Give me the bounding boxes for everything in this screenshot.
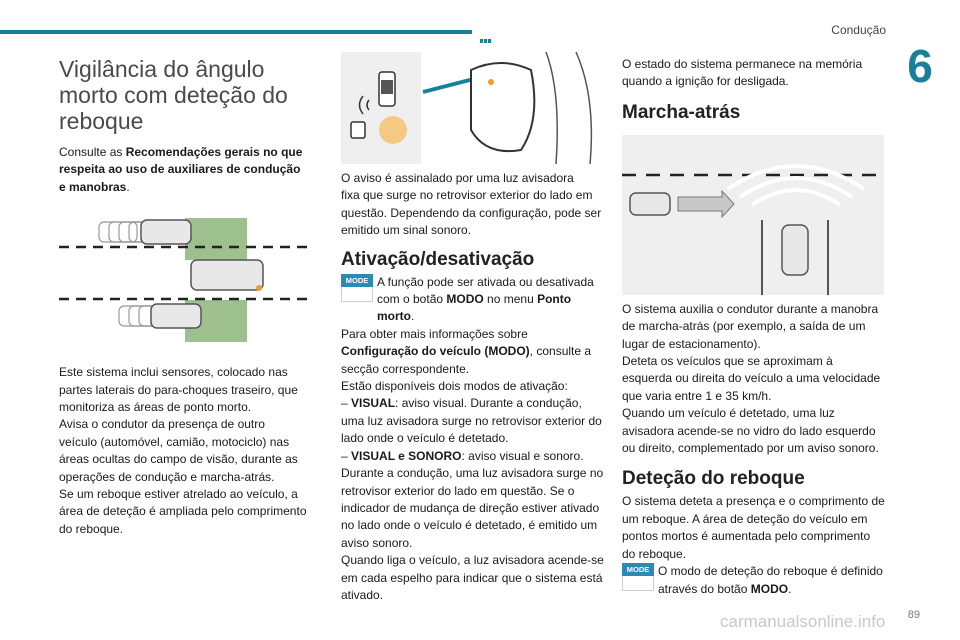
activation-end: . xyxy=(411,309,415,324)
mode-sonoro xyxy=(341,448,605,552)
heading-reverse: Marcha-atrás xyxy=(622,101,741,123)
body-line: área de deteção é ampliada pelo comprimento xyxy=(59,504,307,519)
body-line: partes laterais do para-choques traseiro, que xyxy=(59,382,298,397)
mode-visual xyxy=(341,395,605,447)
activation-bold-ponto: Ponto morto xyxy=(377,292,572,324)
trailer-text: O sistema deteta a presença e o comprimento de um reboque. A área de deteção do veículo em pontos mortos é aumentada pelo comprimento do reboque. xyxy=(622,494,885,561)
aviso-line: fixa que surge no retrovisor exterior do lado em xyxy=(341,188,593,203)
reverse-diagram xyxy=(622,135,884,295)
header-dots xyxy=(480,30,492,34)
body-line: Este sistema inclui sensores, colocado nas xyxy=(59,365,288,380)
trailer-mode-end: . xyxy=(788,581,792,596)
heading-trailer: Deteção do reboque xyxy=(622,468,805,490)
body-line: áreas ocultas do campo de visão, durante as xyxy=(59,452,298,467)
consult-bold: Recomendações gerais no que respeita ao uso de auxiliares de condução e manobras xyxy=(59,145,303,194)
sonoro-bold: VISUAL e SONORO xyxy=(351,448,462,463)
body-line: Avisa o condutor da presença de outro xyxy=(59,417,265,432)
trailer-mode-pre: O modo de deteção do reboque é definido através do botão xyxy=(658,564,883,596)
watermark: carmanualsonline.info xyxy=(720,612,886,631)
activation-pre: A função pode ser ativada ou desativada com o botão xyxy=(377,274,594,307)
body-line: do reboque. xyxy=(59,521,124,536)
mode-button-icon xyxy=(341,274,373,302)
mode-badge-label: MODE xyxy=(341,274,373,287)
column-3 xyxy=(622,56,886,598)
ignition-text: Quando liga o veículo, a luz avisadora acende-se em cada espelho para indicar que o sistema está ativado. xyxy=(341,553,604,602)
body-line: veículo (automóvel, camião, motociclo) nas xyxy=(59,434,290,449)
body-line: operações de condução e marcha-atrás. xyxy=(59,469,275,484)
reverse-text-3: Quando um veículo é detetado, uma luz avisadora acende-se no vidro do lado esquerdo ou direito, complementado por um aviso sonoro. xyxy=(622,406,879,456)
sonoro-text: : aviso visual e sonoro. Durante a condução, uma luz avisadora surge no retrovisor exterior do lado em questão. Se o indicador de mudança de direção estiver ativado no lado onde o veículo é detetado, é emitido um aviso sonoro. xyxy=(341,448,604,550)
reverse-text: O sistema auxilia o condutor durante a manobra de marcha-atrás (por exemplo, a saída de um lugar de estacionamento). xyxy=(622,301,879,351)
section-title: Condução xyxy=(831,23,886,37)
memory-text: O estado do sistema permanece na memória quando a ignição for desligada. xyxy=(622,57,863,89)
info-bold: Configuração do veículo (MODO) xyxy=(341,344,530,359)
blind-spot-diagram xyxy=(59,210,309,350)
header-bar xyxy=(0,30,472,34)
mode-button-icon xyxy=(622,563,654,591)
mode-badge-label: MODE xyxy=(622,563,654,576)
info-pre: Para obter mais informações sobre xyxy=(341,326,528,341)
chapter-number: 6 xyxy=(907,40,933,92)
dash: – xyxy=(341,448,352,463)
mirror-warning-diagram xyxy=(341,52,605,164)
page-number: 89 xyxy=(907,609,920,621)
modes-intro: Estão disponíveis dois modos de ativação: xyxy=(341,379,568,394)
trailer-mode-row xyxy=(622,563,886,598)
visual-text: : aviso visual. Durante a condução, uma luz avisadora surge no retrovisor exterior do lado onde o veículo é detetado. xyxy=(341,396,602,446)
info-post: , consulte a secção correspondente. xyxy=(341,344,592,376)
body-line: monitoriza as áreas de ponto morto. xyxy=(59,400,252,415)
aviso-line: O aviso é assinalado por uma luz avisadora xyxy=(341,171,574,185)
aviso-line: questão. Dependendo da configuração, pode ser xyxy=(341,205,602,220)
column-2 xyxy=(341,52,605,604)
trailer-mode-bold: MODO xyxy=(750,581,789,596)
aviso-line: emitido um sinal sonoro. xyxy=(341,223,472,238)
dash: – xyxy=(341,396,352,411)
reverse-text-2: Deteta os veículos que se aproximam à esquerda ou direita do veículo a uma velocidade que varia entre 1 e 35 km/h. xyxy=(622,354,881,403)
activation-text xyxy=(377,274,605,326)
visual-bold: VISUAL xyxy=(351,396,396,411)
heading-activation: Ativação/desativação xyxy=(341,248,535,270)
consult-paragraph xyxy=(59,144,309,196)
activation-row xyxy=(341,274,605,326)
activation-mid: no menu xyxy=(483,292,538,307)
body-text xyxy=(59,364,309,538)
consult-prefix: Consulte as xyxy=(59,145,126,159)
activation-bold-modo: MODO xyxy=(446,292,484,307)
info-paragraph xyxy=(341,326,605,378)
consult-suffix: . xyxy=(126,179,130,194)
body-line: Se um reboque estiver atrelado ao veículo, a xyxy=(59,487,298,502)
column-1 xyxy=(59,56,309,538)
trailer-mode-text xyxy=(658,563,886,598)
page-title: Vigilância do ângulo morto com deteção do reboque xyxy=(59,56,288,134)
